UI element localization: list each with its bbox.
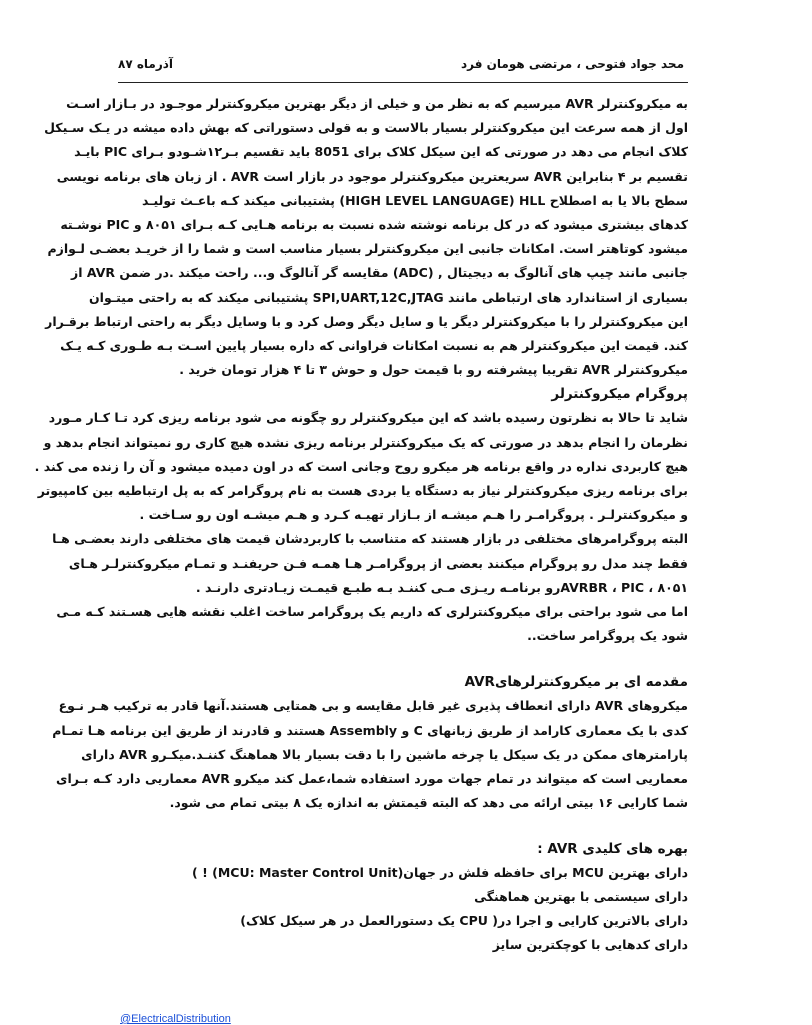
text-line: جانبی مانند چیپ های آنالوگ به دیجیتال , (ADC) مقایسه گر آنالوگ و... راحت میکند .در ضمن AVR از: [71, 265, 688, 281]
document-body: [34, 92, 688, 957]
header-authors: محد جواد فتوحی ، مرتضی هومان فرد: [460, 57, 684, 71]
text-line: بسیاری از استاندارد های ارتباطی مانند SPI,UART,12C,JTAG پشتیبانی میکند که به راحتی میتـوان: [89, 289, 688, 305]
text-line: و میکروکنترلـر . پروگرامـر را هـم میشـه از بـازار تهیـه کـرد و هـم میشـه اون رو سـاخت .: [139, 507, 688, 523]
channel-link[interactable]: @ElectricalDistribution: [120, 1013, 231, 1025]
list-item: دارای بالاترین کارایی و اجرا در( CPU یک دستورالعمل در هر سیکل کلاک): [240, 913, 688, 929]
text-line: شود یک پروگرامر ساخت..: [527, 628, 688, 644]
text-line: کلاک انجام می دهد در صورتی که این سیکل کلاک برای 8051 باید تقسیم بـر۱۲شـودو بـرای PIC بایـد: [74, 144, 688, 160]
text-line: سطح بالا یا به اصطلاح HIGH LEVEL LANGUAGE) HLL) پشتیبانی میکند کـه باعـث تولیـد: [142, 192, 688, 208]
text-line: هیچ کاربردی نداره در واقع برنامه هر میکرو روح وجانی است که در اون دمیده میشود و آن را زنده می کند .: [34, 458, 688, 474]
section-heading-avr-intro: مقدمه ای بر میکروکنترلرهایAVR: [464, 674, 688, 691]
header-date: آذرماه ۸۷: [118, 57, 174, 71]
section-heading-key-benefits: بهره های کلیدی AVR :: [537, 841, 688, 858]
programming-paragraph: [34, 406, 688, 648]
text-line: این میکروکنترلر را با میکروکنترلر دیگر یا و سایل دیگر وصل کرد و با وسایل دیگر به راحتی ارتباط برقـرار: [45, 313, 688, 329]
text-line: برای برنامه ریزی میکروکنترلر نیاز به دستگاه یا بردی هست به نام پروگرامر که به پل ارتباطیه بین کامپیوتر: [37, 483, 688, 499]
key-benefits-list: [118, 861, 688, 957]
text-line: اول از همه سرعت این میکروکنترلر بسیار بالاست و به قولی دستوراتی که بهش داده میشه در یـک سـیکل: [44, 120, 688, 136]
text-line: البته پروگرامرهای مختلفی در بازار هستند که متناسب با کاربردشان قیمت های مختلفی دارند بعضـی هـا: [52, 531, 688, 547]
intro-paragraph: [44, 92, 688, 382]
text-line: شما کارایی ۱۶ بیتی ارائه می دهد که البته قیمتش به اندازه یک ۸ بیتی تمام می شود.: [169, 795, 688, 811]
list-item: دارای سیستمی با بهترین هماهنگی: [474, 889, 688, 905]
text-line: فقط چند مدل رو پروگرام میکنند بعضی از پروگرامـر هـا همـه فـن حریفنـد و تمـام میکروکنترلـر هـای: [68, 555, 688, 571]
text-line: معماریی است که میتواند در تمام جهات مورد استفاده شما،عمل کند میکرو AVR معماریی دارد کـه بـرای: [56, 771, 688, 787]
text-line: میکروکنترلر AVR تقریبا پیشرفته رو با قیمت حول و حوش ۳ تا ۴ هزار تومان خرید .: [179, 362, 688, 378]
section-spacer: [118, 648, 688, 670]
text-line: میشود کوتاهتر است. امکانات جانبی این میکروکنترلر بسیار مناسب است و شما را از خریـد بعضـی لـوازم: [47, 241, 688, 257]
text-line: کدهای بیشتری میشود که در کل برنامه نوشته شده نسبت به برنامه هـایی کـه بـرای ۸۰۵۱ و PIC نوشـته: [60, 217, 688, 233]
text-line: نظرمان را انجام بدهد در صورتی که یک میکروکنترلر برنامه ریزی نشده هیچ کاری رو نمیتواند انجام بدهد و: [43, 434, 688, 450]
header-divider: [118, 82, 688, 83]
list-item: دارای کدهایی با کوچکترین سایز: [492, 937, 688, 953]
text-line: AVRBR ، PIC ، ۸۰۵۱رو برنامـه ریـزی مـی کننـد بـه طبـع قیمـت زیـادتری دارنـد .: [195, 579, 688, 595]
text-line: به میکروکنترلر AVR میرسیم که به نظر من و خیلی از دیگر بهترین میکروکنترلر موجـود در بـازار اسـت: [66, 96, 688, 111]
text-line: پارامترهای ممکن در یک سیکل یا چرخه ماشین را با دقت بسیار بالا هماهنگ کننـد.میکـرو AVR دارای: [81, 746, 688, 762]
page-header: [118, 52, 684, 76]
avr-intro-paragraph: [52, 694, 688, 815]
text-line: تقسیم بر ۴ بنابراین AVR سریعترین میکروکنترلر موجود در بازار است AVR . از زبان های برنامه نویسی: [56, 168, 688, 184]
list-item: دارای بهترین MCU برای حافظه فلش در جهان(MCU: Master Control Unit) ! ): [192, 865, 688, 881]
text-line: اما می شود براحتی برای میکروکنترلری که داریم یک پروگرامر ساخت اغلب نقشه هایی هسـتند کـه مـی: [56, 604, 688, 620]
text-line: کند. قیمت این میکروکنترلر هم به نسبت امکانات فراوانی که داره بسیار پایین اسـت بـه طـوری کـه یـک: [60, 338, 688, 354]
section-heading-programming: پروگرام میکروکنترلر: [551, 386, 688, 403]
text-line: کدی با یک معماری کارامد از طریق زبانهای C و Assembly هستند و قادرند از طریق این برنامه هـا تمـام: [52, 722, 688, 738]
section-spacer: [118, 815, 688, 837]
text-line: میکروهای AVR دارای انعطاف پذیری غیر قابل مقایسه و بی همتایی هستند.آنها قادر به ترکیب هـر نـوع: [58, 698, 688, 714]
text-line: شاید تا حالا به نظرتون رسیده باشد که این میکروکنترلر رو چگونه می شود برنامه ریزی کرد تـا کـار مـورد: [48, 410, 688, 426]
